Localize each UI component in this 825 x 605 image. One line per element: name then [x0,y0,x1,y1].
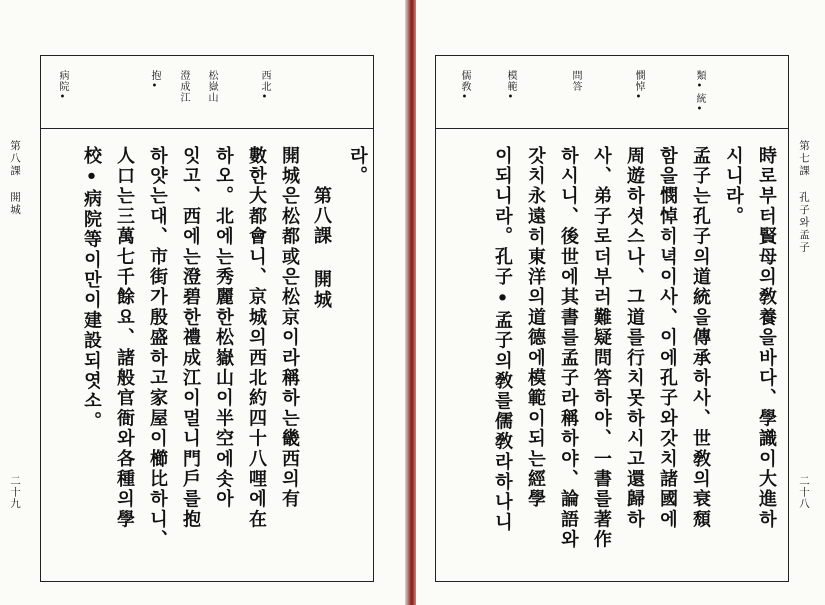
body-column: 함을憫悼히녁이사、이에孔子와갓치諸國에 [657,146,678,530]
gloss-word: 西北• [259,70,270,104]
body-column: 開城은松都或은松京이라稱하는畿西의有 [279,146,300,510]
gloss-word: 澄成江 [178,70,189,103]
page-number: 二十九 [9,475,21,510]
body-column: 사、弟子로더부러難疑問答하야、一書를著作 [591,146,612,550]
left-page [0,0,408,605]
body-column: 하오。北에는秀麗한松嶽山이半空에솟아 [213,146,234,510]
gloss-word: 病院• [57,70,68,104]
body-column: 周遊하셧스나、그道를行치못하시고還歸하 [624,146,645,530]
page-number: 二十八 [798,475,810,510]
body-column: 校•病院等이만이建設되엿소。 [81,146,102,432]
gloss-word: 抱• [149,70,160,93]
right-page [416,0,825,605]
body-column: 孟子는孔子의道統을傳承하사、世敎의衰頹 [690,146,711,530]
body-column: 이되니라。孔子•孟子의敎를儒敎라하나니 [492,146,513,533]
gloss-word: 問答 [570,70,581,92]
body-column: 시니라。 [723,146,744,227]
gloss-word: 憫悼• [633,70,644,104]
running-head: 第八課 開城 [9,140,21,217]
running-head: 第七課 孔子와孟子 [798,140,810,254]
body-column: 하얏는대、市街가殷盛하고家屋이櫛比하니、 [147,146,168,550]
body-column: 하시니、後世에其書를孟子라稱하야、論語와 [558,146,579,550]
body-column: 數한大都會니、京城의西北約四十八哩에在 [246,146,267,530]
text-frame [435,55,789,582]
body-column: 잇고、西에는澄碧한禮成江이멀니門戶를抱 [180,146,201,530]
gloss-word: 儒敎• [459,70,470,104]
gloss-word: 松嶽山 [206,70,217,103]
body-column: 人口는三萬七千餘요、諸般官衙와各種의學 [114,146,135,530]
body-column: 갓치永遠히東洋의道德에模範이되는經學 [525,146,546,510]
body-column: 時로부터賢母의敎養을바다、學識이大進하 [756,146,777,530]
body-column: 라。 [347,146,368,187]
text-frame [40,55,374,582]
glossary-box [41,56,373,129]
lesson-title: 第八課 開城 [311,186,332,311]
gloss-word: 類•統• [694,70,705,116]
gloss-word: 模範• [505,70,516,104]
glossary-box [436,56,788,129]
